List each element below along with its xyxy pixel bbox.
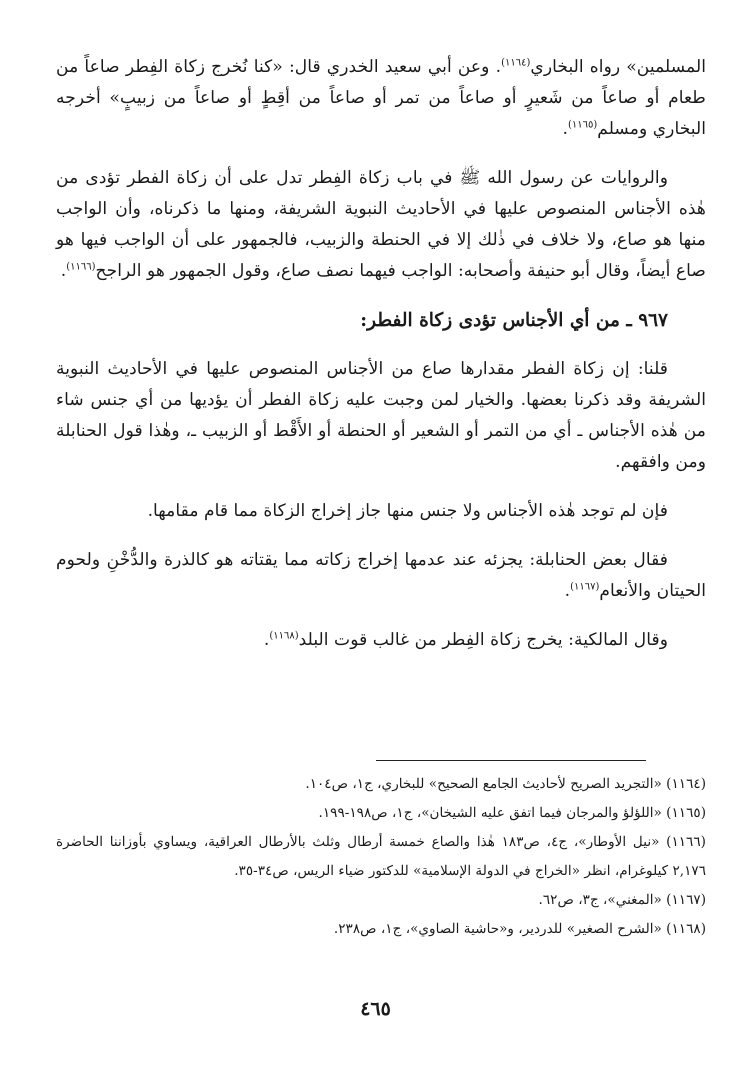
section-heading: ٩٦٧ ـ من أي الأجناس تؤدى زكاة الفطر: bbox=[360, 310, 668, 331]
footnote-1166: (١١٦٦) «نيل الأوطار»، ج٤، ص١٨٣ هٰذا والصاع خمسة أرطال وثلث بالأرطال العراقية، ويساوي بأوزاننا الحاضرة ٢,١٧٦ كيلوغرام، انظر «الخراج في الدولة الإسلامية» للدكتور ضياء الريس، ص٣٤-٣٥. bbox=[56, 834, 706, 879]
paragraph-1-end: . bbox=[562, 119, 568, 139]
footnote-ref-1167: (١١٦٧) bbox=[570, 581, 600, 593]
paragraph-5 bbox=[56, 545, 706, 607]
paragraph-1 bbox=[56, 52, 706, 145]
paragraph-6 bbox=[56, 625, 706, 656]
paragraph-2 bbox=[56, 163, 706, 287]
paragraph-3: قلنا: إن زكاة الفطر مقدارها صاع من الأجناس المنصوص عليها في الأحاديث النبوية الشريفة وقد ذكرنا بعضها. والخيار لمن وجبت عليه زكاة الفطر أن يؤديها من أي جنس شاء من هٰذه الأجناس ـ أي من التمر أو الشعير أو الحنطة أو الأَقْط أو الزبيب ـ، وهٰذا قول الحنابلة ومن وافقهم. bbox=[56, 359, 706, 472]
footnotes bbox=[56, 770, 706, 944]
paragraph-5-end: . bbox=[564, 581, 571, 601]
footnote-ref-1166: (١١٦٦) bbox=[66, 261, 96, 273]
footnote-1167: (١١٦٧) «المغني»، ج٣، ص٦٢. bbox=[538, 892, 706, 908]
paragraph-1-text: المسلمين» رواه البخاري bbox=[530, 57, 706, 77]
footnote-divider bbox=[376, 760, 646, 761]
paragraph-6-end: . bbox=[263, 630, 270, 650]
paragraph-4: فإن لم توجد هٰذه الأجناس ولا جنس منها جاز إخراج الزكاة مما قام مقامها. bbox=[147, 501, 668, 521]
page-number: ٤٦٥ bbox=[360, 998, 391, 1020]
paragraph-5-text: فقال بعض الحنابلة: يجزئه عند عدمها إخراج زكاته مما يقتاته هو كالذرة والدُّخْنِ ولحوم الحيتان والأنعام bbox=[56, 550, 706, 601]
paragraph-1-text-continued: . وعن أبي سعيد الخدري قال: «كنا نُخرج زكاة الفِطر صاعاً من طعام أو صاعاً من شَعيرٍ أو صاعاً من تمر أو صاعاً من أقِطٍ أو صاعاً من زبيبٍ» أخرجه البخاري ومسلم bbox=[56, 57, 706, 139]
paragraph-2-text: والروايات عن رسول الله ﷺ في باب زكاة الفِطر تدل على أن زكاة الفطر تؤدى من هٰذه الأجناس المنصوص عليها في الأحاديث النبوية الشريفة، ومنها ما ذكرناه، وأن الواجب منها هو صاع، ولا خلاف في ذٰلك إلا في الحنطة والزبيب، فالجمهور على أن الواجب فيها هو صاع أيضاً، وقال أبو حنيفة وأصحابه: الواجب فيهما نصف صاع، وقول الجمهور هو الراجح bbox=[56, 168, 706, 281]
main-text bbox=[56, 52, 706, 656]
footnote-ref-1165: (١١٦٥) bbox=[567, 119, 598, 131]
footnote-ref-1168: (١١٦٨) bbox=[269, 630, 299, 642]
footnote-1164: (١١٦٤) «التجريد الصريح لأحاديث الجامع الصحيح» للبخاري، ج١، ص١٠٤. bbox=[305, 776, 706, 792]
footnote-1165: (١١٦٥) «اللؤلؤ والمرجان فيما اتفق عليه الشيخان»، ج١، ص١٩٨-١٩٩. bbox=[318, 805, 706, 821]
footnote-ref-1164: (١١٦٤) bbox=[501, 57, 531, 69]
paragraph-2-end: . bbox=[60, 261, 67, 281]
footnote-1168: (١١٦٨) «الشرح الصغير» للدردير، و«حاشية الصاوي»، ج١، ص٢٣٨. bbox=[333, 921, 706, 937]
paragraph-6-text: وقال المالكية: يخرج زكاة الفِطر من غالب قوت البلد bbox=[298, 630, 668, 650]
